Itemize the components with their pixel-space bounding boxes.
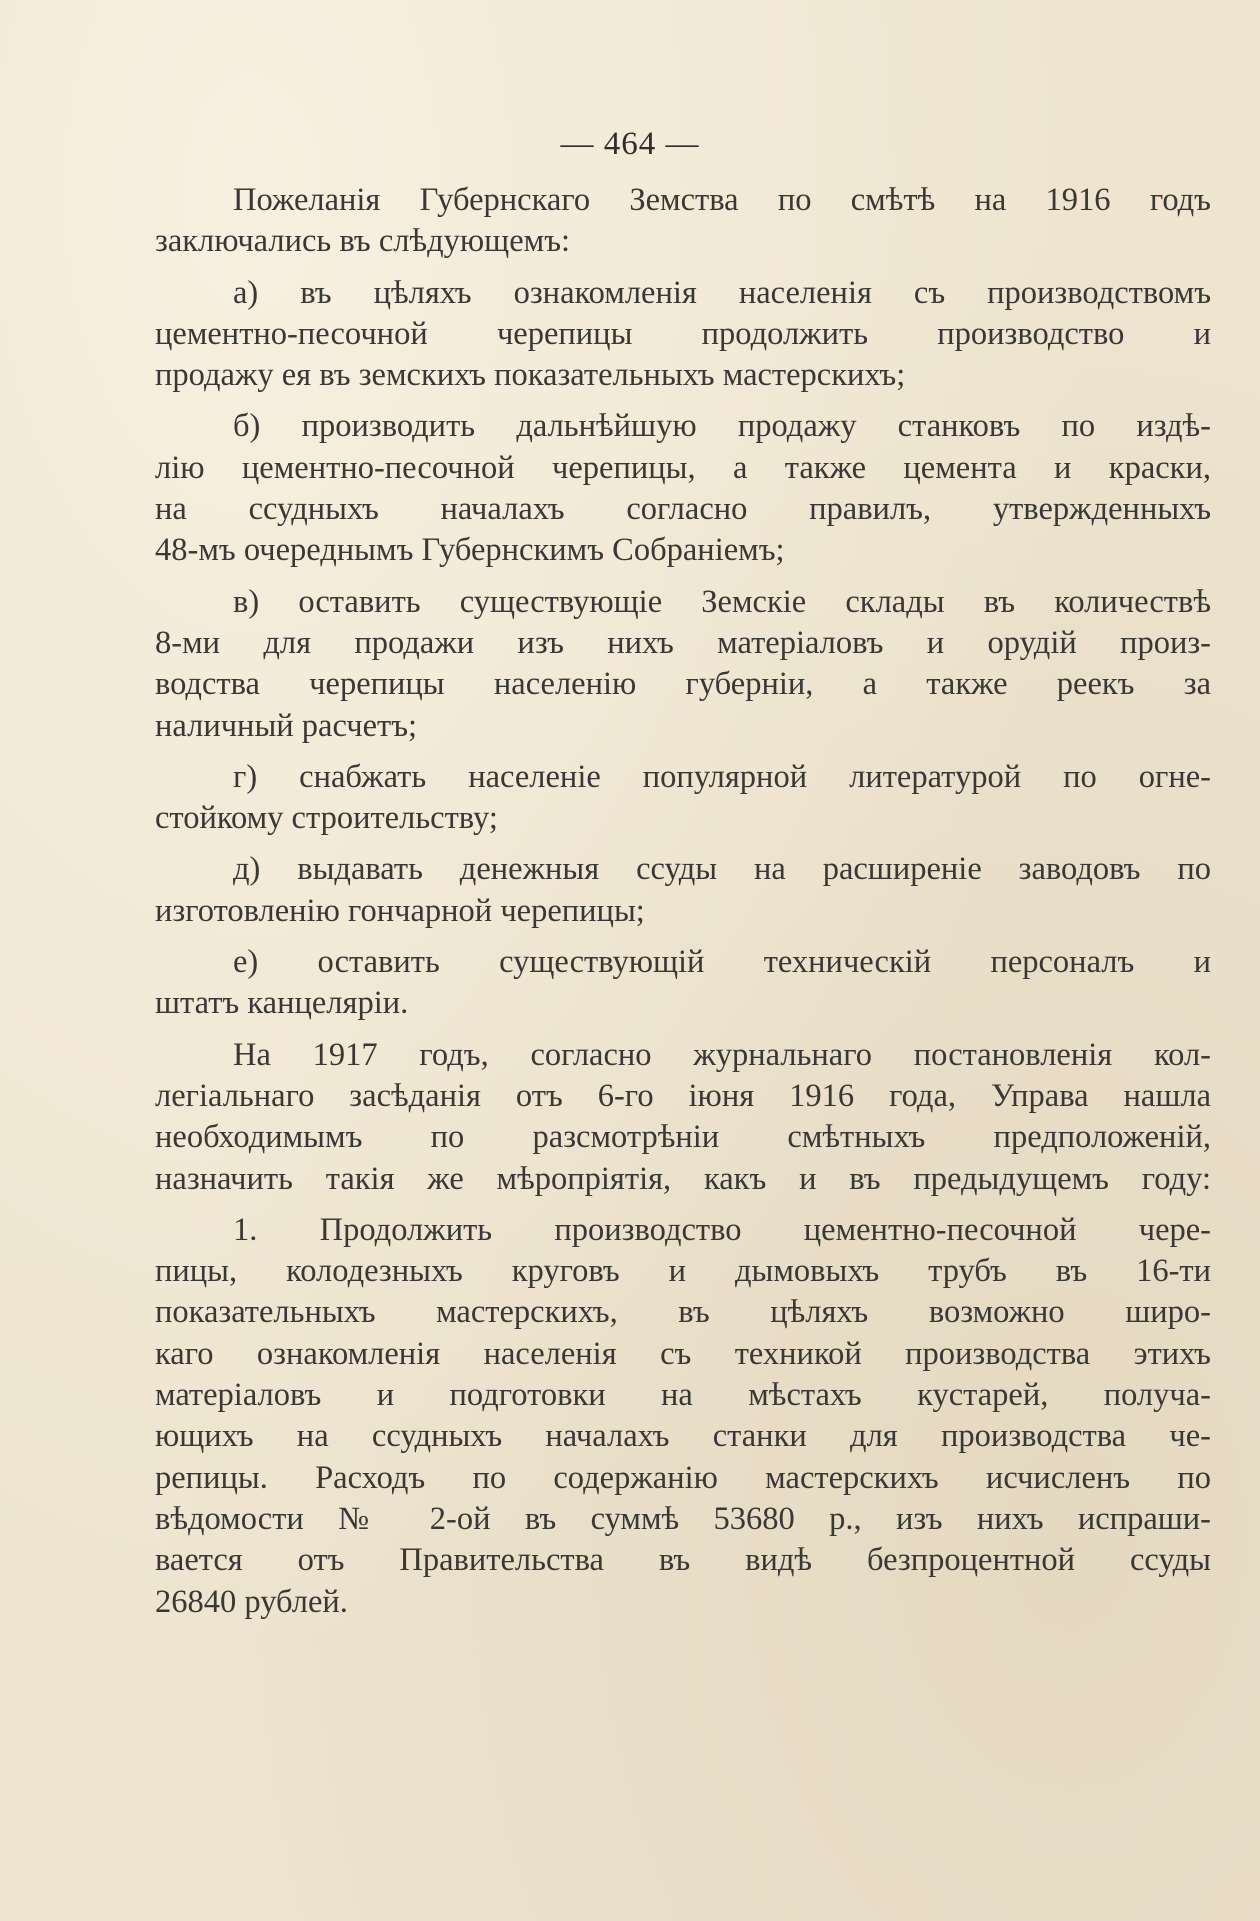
text-line: цементно-песочной черепицы продолжить производство и (155, 315, 1211, 352)
paragraph-item-a (155, 273, 1211, 397)
paragraph-point-1 (155, 1210, 1211, 1623)
text-line: водства черепицы населенію губерніи, а также реекъ за (155, 666, 1211, 703)
text-line: легіальнаго засѣданія отъ 6-го іюня 1916 года, Управа нашла (155, 1077, 1211, 1114)
text-line: б) производить дальнѣйшую продажу станковъ по издѣ- (233, 408, 1211, 445)
text-line: матеріаловъ и подготовки на мѣстахъ кустарей, получа- (155, 1377, 1211, 1414)
text-line: е) оставить существующій техническій персоналъ и (233, 944, 1211, 981)
text-line: штатъ канцеляріи. (155, 985, 409, 1022)
text-line: стойкому строительству; (155, 800, 498, 837)
text-line: в) оставить существующіе Земскіе склады въ количествѣ (233, 583, 1211, 620)
text-line: наличный расчетъ; (155, 707, 418, 744)
text-line: вѣдомости № 2-ой въ суммѣ 53680 р., изъ нихъ испраши- (155, 1500, 1211, 1537)
text-line: назначить такія же мѣропріятія, какъ и въ предыдущемъ году: (155, 1160, 1211, 1197)
text-line: г) снабжать населеніе популярной литературой по огне- (233, 758, 1211, 795)
text-line: заключались въ слѣдующемъ: (155, 223, 571, 260)
text-line: д) выдавать денежныя ссуды на расширеніе заводовъ по (233, 851, 1211, 888)
paragraph-item-g (155, 757, 1211, 840)
paragraph-intro (155, 180, 1211, 263)
text-line: 48-мъ очереднымъ Губернскимъ Собраніемъ; (155, 532, 785, 569)
text-line: На 1917 годъ, согласно журнальнаго постановленія кол- (233, 1036, 1211, 1073)
text-line: необходимымъ по разсмотрѣніи смѣтныхъ предположеній, (155, 1119, 1211, 1156)
text-line: 1. Продолжить производство цементно-песочной чере- (233, 1211, 1211, 1248)
text-line: вается отъ Правительства въ видѣ безпроцентной ссуды (155, 1542, 1211, 1579)
text-line: 8-ми для продажи изъ нихъ матеріаловъ и орудій произ- (155, 624, 1211, 661)
text-line: а) въ цѣляхъ ознакомленія населенія съ производствомъ (233, 274, 1211, 311)
paragraph-item-d (155, 849, 1211, 932)
page-number: — 464 — (560, 126, 700, 162)
text-line: показательныхъ мастерскихъ, въ цѣляхъ возможно широ- (155, 1294, 1211, 1331)
text-line: лію цементно-песочной черепицы, а также цемента и краски, (155, 449, 1211, 486)
paragraph-item-e (155, 942, 1211, 1025)
text-line: Пожеланія Губернскаго Земства по смѣтѣ на 1916 годъ (233, 182, 1211, 218)
text-line: пицы, колодезныхъ круговъ и дымовыхъ трубъ въ 16-ти (155, 1253, 1211, 1290)
text-line: каго ознакомленія населенія съ техникой производства этихъ (155, 1335, 1211, 1372)
paragraph-item-v (155, 582, 1211, 747)
text-line: ющихъ на ссудныхъ началахъ станки для производства че- (155, 1418, 1211, 1455)
text-line: продажу ея въ земскихъ показательныхъ мастерскихъ; (155, 357, 906, 394)
paragraph-item-b (155, 406, 1211, 571)
paragraph-year-1917 (155, 1035, 1211, 1200)
text-line: 26840 рублей. (155, 1583, 348, 1620)
text-line: репицы. Расходъ по содержанію мастерскихъ исчисленъ по (155, 1459, 1211, 1496)
body-text (155, 180, 1211, 1633)
text-line: на ссудныхъ началахъ согласно правилъ, утвержденныхъ (155, 491, 1211, 528)
text-line: изготовленію гончарной черепицы; (155, 892, 645, 929)
